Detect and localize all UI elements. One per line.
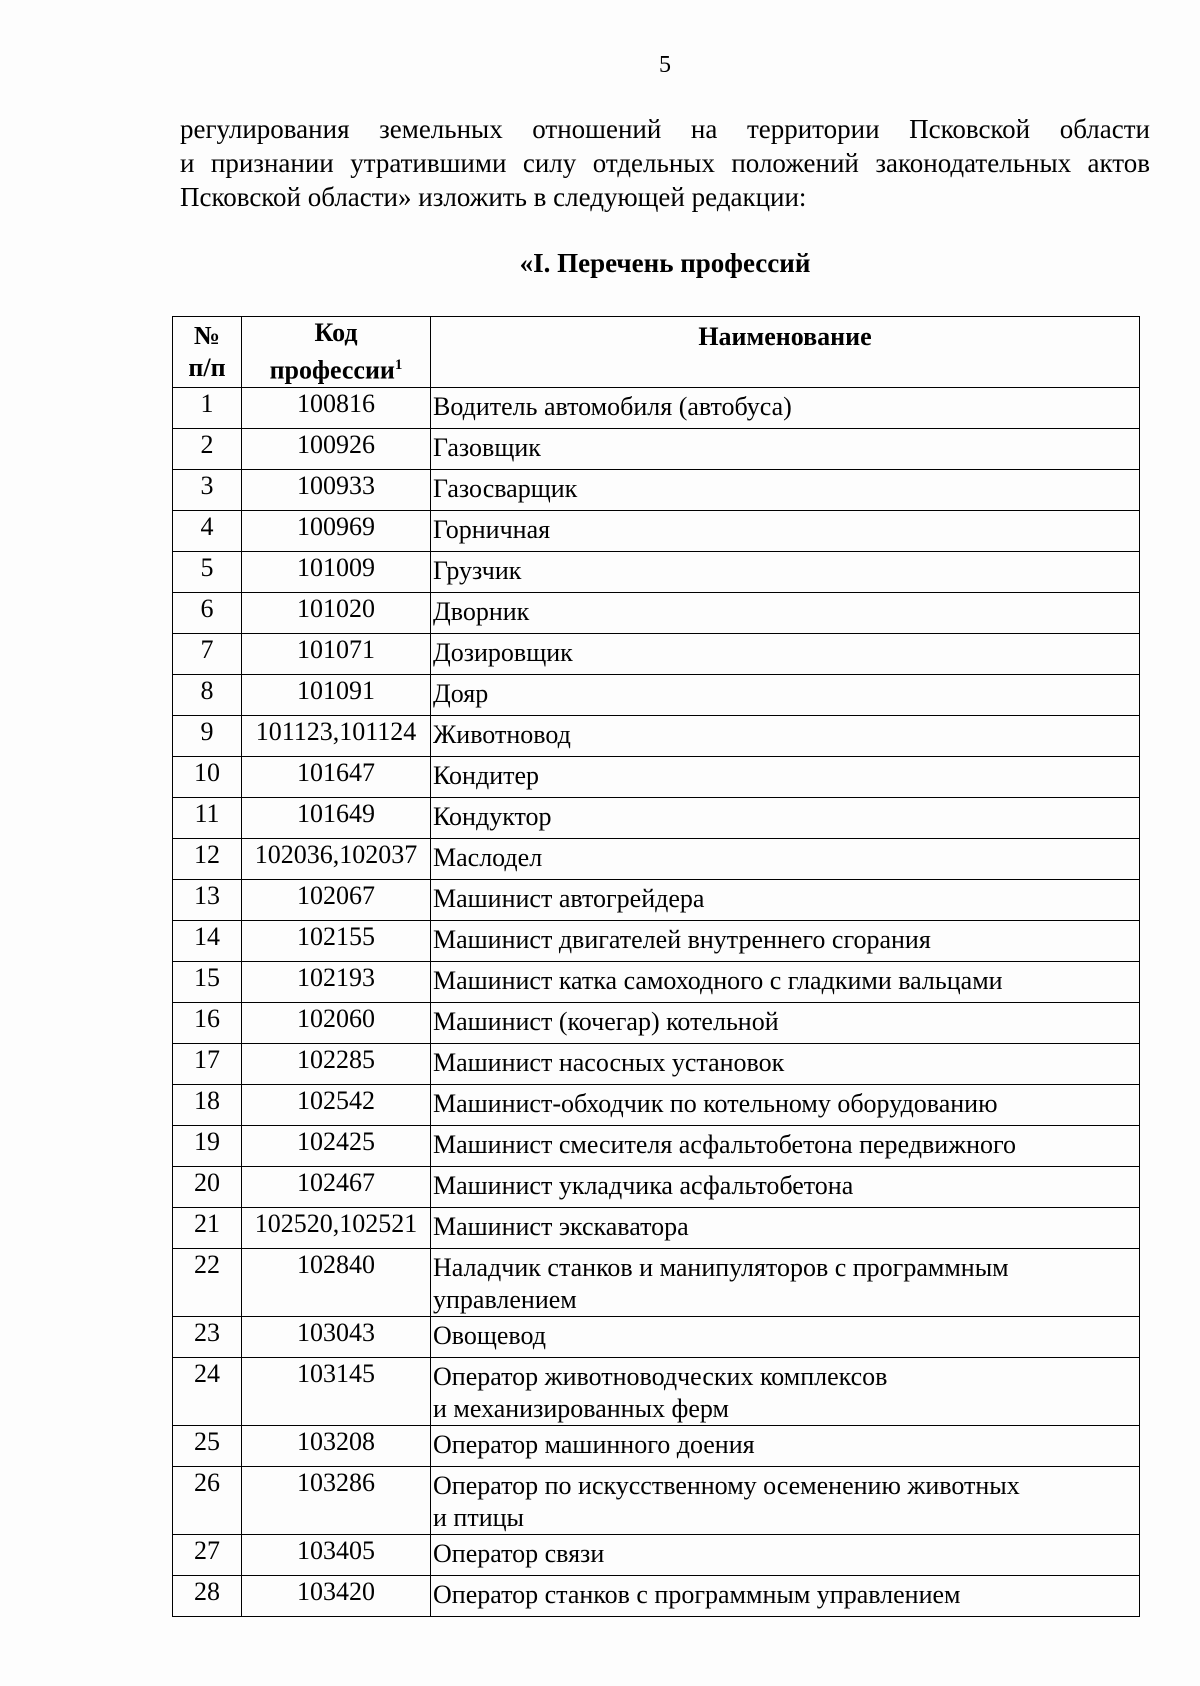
row-number: 26 <box>173 1466 242 1534</box>
table-row <box>173 1357 1140 1425</box>
row-name: Машинист экскаватора <box>433 1211 689 1241</box>
row-number: 6 <box>173 592 242 633</box>
row-number: 15 <box>173 961 242 1002</box>
row-name-cell <box>431 510 1140 551</box>
row-name-cell <box>431 1248 1140 1316</box>
row-name-cell <box>431 592 1140 633</box>
table-row <box>173 1534 1140 1575</box>
table-row <box>173 920 1140 961</box>
row-name: Оператор животноводческих комплексов <box>433 1361 888 1391</box>
row-name-cell <box>431 961 1140 1002</box>
row-code: 103286 <box>242 1466 431 1534</box>
intro-line: Псковской области» изложить в следующей редакции: <box>180 182 807 212</box>
table-row <box>173 510 1140 551</box>
row-number: 28 <box>173 1575 242 1616</box>
page-number: 5 <box>659 52 671 78</box>
table-row <box>173 1084 1140 1125</box>
section-title: «I. Перечень профессий <box>519 248 811 278</box>
row-code: 102193 <box>242 961 431 1002</box>
row-name: Машинист автогрейдера <box>433 883 705 913</box>
row-name: Маслодел <box>433 842 543 872</box>
row-name-cell <box>431 1125 1140 1166</box>
row-number: 9 <box>173 715 242 756</box>
row-name-cell <box>431 756 1140 797</box>
row-number: 4 <box>173 510 242 551</box>
row-name: Дояр <box>433 678 489 708</box>
header-code-footnote: 1 <box>394 357 403 373</box>
table-row <box>173 879 1140 920</box>
row-name: Овощевод <box>433 1320 547 1350</box>
row-name-continuation: и механизированных ферм <box>433 1393 729 1423</box>
table-header-row <box>173 317 1140 388</box>
row-number: 13 <box>173 879 242 920</box>
row-name: Грузчик <box>433 555 522 585</box>
row-name-cell <box>431 1043 1140 1084</box>
row-code: 102036,102037 <box>242 838 431 879</box>
row-name-cell <box>431 1466 1140 1534</box>
row-code: 102060 <box>242 1002 431 1043</box>
header-code-line1: Код <box>314 318 358 347</box>
header-number-line2: п/п <box>188 352 226 382</box>
row-name: Газосварщик <box>433 473 578 503</box>
row-name-cell <box>431 1425 1140 1466</box>
row-name-cell <box>431 1166 1140 1207</box>
table-row <box>173 961 1140 1002</box>
table-row <box>173 1166 1140 1207</box>
table-row <box>173 715 1140 756</box>
row-name: Машинист-обходчик по котельному оборудованию <box>433 1088 998 1118</box>
row-number: 3 <box>173 469 242 510</box>
row-name: Дозировщик <box>433 637 573 667</box>
table-row <box>173 756 1140 797</box>
row-name-cell <box>431 428 1140 469</box>
row-name: Кондитер <box>433 760 540 790</box>
row-number: 19 <box>173 1125 242 1166</box>
header-number-line1: № <box>193 320 221 350</box>
row-code: 102542 <box>242 1084 431 1125</box>
row-name: Наладчик станков и манипуляторов с программным <box>433 1252 1009 1282</box>
table-row <box>173 1002 1140 1043</box>
row-code: 102467 <box>242 1166 431 1207</box>
row-code: 102155 <box>242 920 431 961</box>
row-name: Горничная <box>433 514 551 544</box>
row-code: 103043 <box>242 1316 431 1357</box>
row-number: 12 <box>173 838 242 879</box>
row-name: Машинист смесителя асфальтобетона передвижного <box>433 1129 1017 1159</box>
row-number: 17 <box>173 1043 242 1084</box>
row-code: 101091 <box>242 674 431 715</box>
table-row <box>173 797 1140 838</box>
row-code: 102520,102521 <box>242 1207 431 1248</box>
table-row <box>173 551 1140 592</box>
row-name: Дворник <box>433 596 530 626</box>
row-number: 11 <box>173 797 242 838</box>
row-name: Машинист укладчика асфальтобетона <box>433 1170 854 1200</box>
row-code: 101123,101124 <box>242 715 431 756</box>
row-name: Оператор по искусственному осеменению животных <box>433 1470 1020 1500</box>
row-code: 100969 <box>242 510 431 551</box>
row-number: 27 <box>173 1534 242 1575</box>
row-name-cell <box>431 469 1140 510</box>
row-name-cell <box>431 715 1140 756</box>
row-name: Машинист насосных установок <box>433 1047 785 1077</box>
table-row <box>173 633 1140 674</box>
table-row <box>173 1248 1140 1316</box>
row-name: Животновод <box>433 719 571 749</box>
row-name: Газовщик <box>433 432 541 462</box>
row-name-cell <box>431 797 1140 838</box>
table-row <box>173 1575 1140 1616</box>
row-number: 14 <box>173 920 242 961</box>
header-code-line2-wrap <box>244 349 428 387</box>
row-name: Оператор машинного доения <box>433 1429 755 1459</box>
row-number: 22 <box>173 1248 242 1316</box>
row-code: 101071 <box>242 633 431 674</box>
row-code: 102285 <box>242 1043 431 1084</box>
row-code: 103420 <box>242 1575 431 1616</box>
row-name: Машинист (кочегар) котельной <box>433 1006 779 1036</box>
professions-table <box>172 316 1140 1617</box>
row-code: 100816 <box>242 387 431 428</box>
row-name-cell <box>431 920 1140 961</box>
row-number: 24 <box>173 1357 242 1425</box>
table-row <box>173 838 1140 879</box>
intro-line: и признании утратившими силу отдельных положений законодательных актов <box>180 148 1150 178</box>
row-number: 8 <box>173 674 242 715</box>
row-name-cell <box>431 879 1140 920</box>
table-row <box>173 387 1140 428</box>
row-code: 100926 <box>242 428 431 469</box>
row-name-cell <box>431 674 1140 715</box>
row-name: Оператор станков с программным управлением <box>433 1579 961 1609</box>
table-row <box>173 1316 1140 1357</box>
table-row <box>173 674 1140 715</box>
row-number: 18 <box>173 1084 242 1125</box>
table-row <box>173 592 1140 633</box>
row-number: 23 <box>173 1316 242 1357</box>
row-name: Машинист катка самоходного с гладкими вальцами <box>433 965 1003 995</box>
row-code: 101649 <box>242 797 431 838</box>
row-code: 103208 <box>242 1425 431 1466</box>
row-code: 103145 <box>242 1357 431 1425</box>
row-number: 2 <box>173 428 242 469</box>
row-code: 100933 <box>242 469 431 510</box>
row-code: 102425 <box>242 1125 431 1166</box>
row-name-cell <box>431 1357 1140 1425</box>
row-name-cell <box>431 1002 1140 1043</box>
row-code: 102840 <box>242 1248 431 1316</box>
row-name: Кондуктор <box>433 801 552 831</box>
row-code: 102067 <box>242 879 431 920</box>
row-number: 5 <box>173 551 242 592</box>
row-name: Водитель автомобиля (автобуса) <box>433 391 792 421</box>
row-number: 21 <box>173 1207 242 1248</box>
header-code <box>242 317 431 388</box>
row-number: 10 <box>173 756 242 797</box>
row-code: 103405 <box>242 1534 431 1575</box>
table-row <box>173 1207 1140 1248</box>
row-number: 1 <box>173 387 242 428</box>
row-name: Машинист двигателей внутреннего сгорания <box>433 924 931 954</box>
header-name: Наименование <box>431 317 1140 388</box>
row-number: 25 <box>173 1425 242 1466</box>
header-code-line2: профессии <box>269 355 395 385</box>
row-name: Оператор связи <box>433 1538 605 1568</box>
row-name-cell <box>431 1575 1140 1616</box>
row-code: 101647 <box>242 756 431 797</box>
intro-line: регулирования земельных отношений на территории Псковской области <box>180 114 1150 144</box>
table-row <box>173 1043 1140 1084</box>
table-row <box>173 1425 1140 1466</box>
table-row <box>173 428 1140 469</box>
row-number: 16 <box>173 1002 242 1043</box>
row-name-cell <box>431 551 1140 592</box>
table-row <box>173 1466 1140 1534</box>
row-name-continuation: управлением <box>433 1284 577 1314</box>
table-row <box>173 469 1140 510</box>
row-name-continuation: и птицы <box>433 1502 524 1532</box>
row-name-cell <box>431 1207 1140 1248</box>
row-number: 7 <box>173 633 242 674</box>
row-code: 101009 <box>242 551 431 592</box>
row-name-cell <box>431 1084 1140 1125</box>
header-number <box>173 317 242 388</box>
intro-paragraph <box>180 112 1150 214</box>
table-row <box>173 1125 1140 1166</box>
row-name-cell <box>431 1534 1140 1575</box>
row-name-cell <box>431 1316 1140 1357</box>
table-body <box>173 387 1140 1616</box>
row-name-cell <box>431 838 1140 879</box>
row-name-cell <box>431 387 1140 428</box>
row-name-cell <box>431 633 1140 674</box>
row-code: 101020 <box>242 592 431 633</box>
row-number: 20 <box>173 1166 242 1207</box>
